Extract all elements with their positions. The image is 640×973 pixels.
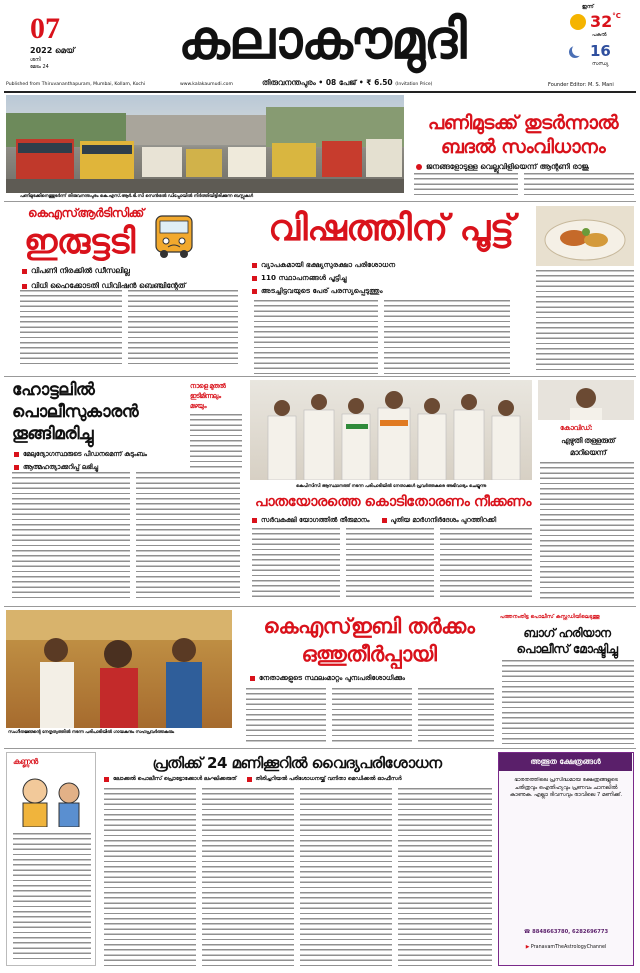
singer-photo bbox=[6, 610, 232, 728]
top-story-headline-1[interactable]: പണിമുടക്ക് തുടർന്നാൽ bbox=[427, 112, 619, 134]
food-body-col3 bbox=[300, 788, 392, 966]
right-brief-headline-1[interactable]: എഴുതി തള്ളരുത് bbox=[561, 436, 615, 445]
ad-channel bbox=[505, 945, 627, 950]
ad-phone bbox=[505, 929, 627, 935]
poison-body-col1 bbox=[254, 300, 378, 374]
poison-bullet-1-text: വ്യാപകമായി ഭക്ഷ്യസുരക്ഷാ പരിശോധന bbox=[261, 260, 396, 269]
kseb-headline-1[interactable]: കെഎസ്ഇബി തർക്കം bbox=[263, 614, 475, 638]
phone-icon: ☎ bbox=[523, 929, 533, 935]
food-side-text bbox=[536, 270, 634, 374]
hotel-headline-2[interactable]: പൊലീസുകാരൻ bbox=[12, 402, 139, 422]
top-story-body-col2 bbox=[524, 173, 634, 197]
ksrtc-body-col2 bbox=[128, 290, 238, 366]
food-headline[interactable]: പ്രതിക്ക് 24 മണിക്കൂറിൽ വൈദ്യപരിശോധന bbox=[152, 754, 442, 772]
founder-editor: Founder Editor: M. S. Mani bbox=[548, 82, 614, 88]
food-bullets bbox=[104, 776, 494, 783]
food-body-col2 bbox=[202, 788, 294, 966]
kanan-box bbox=[6, 752, 96, 966]
temp-high-label: പകൽ bbox=[592, 32, 607, 38]
ad-title: അത്ഭുത ക്ഷേത്രങ്ങൾ bbox=[530, 757, 601, 766]
invitation-price: (Invitation Price) bbox=[395, 82, 433, 87]
ksrtc-bullet-2-text: വിധി ഹൈക്കോടതി ഡിവിഷൻ ബെഞ്ചിന്റേത് bbox=[31, 281, 186, 290]
section-rule-4 bbox=[4, 748, 636, 749]
bag-headline-1[interactable]: ബാഗ് ഹരിയാന bbox=[523, 626, 611, 640]
bus-depot-photo bbox=[6, 95, 404, 193]
date-line3: മേടം 24 bbox=[30, 64, 49, 70]
top-story-subhead bbox=[416, 162, 636, 172]
hotel-bullet-1 bbox=[14, 450, 184, 459]
right-brief-kicker: കോവിഡ്: bbox=[560, 424, 593, 432]
masthead bbox=[0, 0, 640, 92]
top-story-body-col1 bbox=[414, 173, 518, 197]
side-brief-body bbox=[190, 414, 242, 470]
bullet-icon bbox=[252, 263, 257, 268]
website[interactable]: www.kalakaumudi.com bbox=[180, 82, 233, 87]
hotel-bullets bbox=[14, 450, 184, 472]
hotel-headline-3[interactable]: തൂങ്ങിമരിച്ചു bbox=[12, 424, 94, 444]
top-story-headline-2[interactable]: ബദൽ സംവിധാനം bbox=[440, 136, 606, 158]
poison-bullet-3 bbox=[252, 286, 522, 296]
ksrtc-bullets bbox=[22, 266, 222, 291]
bus-depot-illustration bbox=[6, 95, 404, 193]
food-body-col4 bbox=[398, 788, 492, 966]
date-day: 07 bbox=[30, 12, 60, 45]
edition-text: തിരുവനന്തപുരം • 08 പേജ് • ₹ 6.50 bbox=[262, 78, 393, 87]
kseb-body-col1 bbox=[246, 688, 326, 744]
ksrtc-bullet-1 bbox=[22, 266, 222, 276]
poison-headline[interactable]: വിഷത്തിന് പൂട്ട് bbox=[268, 208, 514, 249]
bus-cartoon-svg bbox=[150, 212, 198, 264]
hotel-bullet-1-text: മേലുദ്യോഗസ്ഥരുടെ പീഡനമെന്ന് കുടുംബം bbox=[23, 450, 147, 458]
temp-high-unit: °C bbox=[612, 12, 621, 20]
play-icon: ▶ bbox=[525, 945, 531, 950]
poison-bullet-2-text: 110 സ്ഥാപനങ്ങൾ പൂട്ടിച്ചു bbox=[261, 273, 347, 282]
side-brief-headline-1[interactable]: ഇടിമിന്നലും bbox=[190, 392, 221, 400]
right-brief-image bbox=[538, 380, 634, 420]
date-line: 2022 മെയ് bbox=[30, 46, 75, 55]
sun-icon bbox=[570, 14, 586, 30]
bullet-icon bbox=[247, 777, 252, 782]
date-line2: ശനി bbox=[30, 57, 41, 63]
weather-panel bbox=[560, 4, 630, 84]
flags-bullet-2-text: പുതിയ മാർഗനിർദേശം പുറത്തിറക്കി bbox=[390, 516, 497, 524]
right-brief-illustration bbox=[538, 380, 634, 420]
food-bullet-1-text: ലോക്കൽ പൊലീസ് പ്രൊട്ടോക്കോൾ ലംഘിക്കരുത് bbox=[113, 776, 237, 782]
flags-body-col1 bbox=[252, 528, 340, 600]
flags-bullets bbox=[252, 516, 534, 525]
right-brief-headline-2[interactable]: മാറിയെന്ന് bbox=[570, 448, 606, 457]
kseb-body-col2 bbox=[332, 688, 412, 744]
flags-bullet-1 bbox=[252, 516, 370, 525]
temp-low-label: സന്ധ്യ bbox=[592, 61, 609, 67]
kseb-bullet-text: നേതാക്കളുടെ സ്ഥലംമാറ്റം പുനഃപരിശോധിക്കും bbox=[259, 674, 405, 682]
publisher-line: Published from Thiruvananthapuram, Mumbai, Kollam, Kochi bbox=[6, 82, 146, 87]
section-rule-3 bbox=[4, 606, 636, 607]
bullet-icon bbox=[416, 164, 422, 170]
kanan-text bbox=[13, 833, 91, 961]
side-brief-kicker: നാളെ മുതൽ bbox=[190, 382, 226, 390]
kseb-bullet bbox=[250, 674, 490, 683]
bag-body bbox=[502, 660, 634, 744]
hotel-body-col2 bbox=[136, 472, 240, 600]
poison-body-col2 bbox=[384, 300, 510, 374]
moon-icon bbox=[572, 44, 584, 56]
flags-bullet-1-text: സർവകക്ഷി യോഗത്തിൽ തീരുമാനം bbox=[261, 516, 370, 524]
bullet-icon bbox=[252, 518, 257, 523]
bullet-icon bbox=[14, 465, 19, 470]
ksrtc-headline[interactable]: ഇരുട്ടടി bbox=[24, 222, 135, 262]
bus-cartoon-icon bbox=[150, 212, 198, 264]
ksrtc-body-col1 bbox=[20, 290, 122, 366]
flags-headline[interactable]: പാതയോരത്തെ കൊടിതോരണം നീക്കണം bbox=[255, 494, 531, 510]
singer-photo-caption: സംഗീതജ്ഞന്റെ നേതൃത്വത്തിൽ നടന്ന പരിപാടിയിൽ ഗായകനും സഹപ്രവർത്തകരും bbox=[8, 730, 175, 735]
congress-crowd-illustration bbox=[250, 380, 532, 480]
food-bullet-1 bbox=[104, 776, 237, 783]
bullet-icon bbox=[382, 518, 387, 523]
hotel-body-col1 bbox=[12, 472, 130, 600]
edition-line bbox=[262, 78, 432, 88]
bullet-icon bbox=[252, 289, 257, 294]
kseb-headline-2[interactable]: ഒത്തുതീർപ്പായി bbox=[301, 642, 437, 666]
food-photo bbox=[536, 206, 634, 266]
congress-photo bbox=[250, 380, 532, 480]
food-bullet-2 bbox=[247, 776, 402, 783]
food-body-col1 bbox=[104, 788, 196, 966]
bag-headline-2[interactable]: പൊലീസ് മോഷ്ടിച്ചു bbox=[516, 642, 618, 656]
flags-body-col3 bbox=[440, 528, 532, 600]
bus-photo-caption: പണിമുടക്കിനെത്തുടർന്ന് തിരുവനന്തപുരം കെ.എസ്.ആർ.ടി.സി സെൻട്രൽ ഡിപ്പോയിൽ നിർത്തിയിട്ടിരിക്കുന്ന ബസ്സുകൾ bbox=[20, 194, 253, 199]
section-rule-1 bbox=[4, 201, 636, 202]
poison-bullet-2 bbox=[252, 273, 522, 283]
top-story-subhead-text: ജനങ്ങളോടുള്ള വെല്ലുവിളിയെന്ന് ആന്റണി രാജു bbox=[426, 162, 589, 171]
bullet-icon bbox=[252, 276, 257, 281]
ad-channel-text: PranavamTheAstrologyChannel bbox=[530, 945, 607, 950]
kanan-label: കണ്ണൻ bbox=[13, 757, 38, 766]
weather-label: ഇന്ന് bbox=[582, 4, 594, 10]
temp-high-value: 32 bbox=[590, 12, 613, 31]
poison-bullets bbox=[252, 260, 522, 296]
kanan-cartoon bbox=[13, 771, 89, 827]
bullet-icon bbox=[104, 777, 109, 782]
food-bullet-2-text: തിരിച്ചറിയൽ പരിശോധനയ്ക്ക് വനിതാ മെഡിക്കൽ ഓഫീസർ bbox=[255, 776, 402, 782]
ad-body: ഭാരതത്തിലെ പ്രസിദ്ധമായ ക്ഷേത്രങ്ങളുടെ ചരിത്രവും ഐതിഹ്യവും പ്രണവം ചാനലിൽ കാണുക. എല്ലാ ദിവസവും രാവിലെ 7 മണിക്ക്. bbox=[509, 777, 623, 799]
section-rule-2 bbox=[4, 376, 636, 377]
flags-bullet-2 bbox=[382, 516, 497, 525]
side-brief-headline-2[interactable]: മഴയും bbox=[190, 402, 207, 410]
poison-bullet-1 bbox=[252, 260, 522, 270]
bag-kicker: പത്തനംതിട്ട പൊലീസ് കസ്റ്റഡിയിലെടുത്തു bbox=[500, 614, 600, 620]
flags-body-col2 bbox=[346, 528, 434, 600]
ad-phone-text: 8848663780, 6282696773 bbox=[532, 929, 609, 935]
temp-low: 16 bbox=[590, 42, 611, 60]
bullet-icon bbox=[250, 676, 255, 681]
temp-high bbox=[590, 12, 621, 31]
poison-bullet-3-text: അടച്ചിട്ടവയുടെ പേര് പരസ്യപ്പെടുത്തും bbox=[261, 286, 383, 295]
newspaper-logo[interactable]: കലാകൗമുദി bbox=[178, 8, 466, 71]
ksrtc-kicker: കെഎസ്ആർടിസിക്ക് bbox=[28, 206, 144, 220]
kseb-body-col3 bbox=[418, 688, 494, 744]
right-brief-body bbox=[540, 462, 634, 600]
singer-illustration bbox=[6, 610, 232, 728]
hotel-bullet-2-text: ആത്മഹത്യാക്കുറിപ്പ് ലഭിച്ചു bbox=[23, 463, 98, 471]
advertisement[interactable] bbox=[498, 752, 634, 966]
masthead-rule bbox=[4, 91, 636, 93]
hotel-headline-1[interactable]: ഹോട്ടലിൽ bbox=[12, 380, 95, 400]
bullet-icon bbox=[22, 284, 27, 289]
ksrtc-bullet-1-text: വിപണി നിരക്കിൽ ഡീസലില്ല bbox=[31, 266, 130, 275]
congress-photo-caption: കെപിസിസി ആസ്ഥാനത്ത് നടന്ന പരിപാടിയിൽ നേതാക്കൾ പ്രവർത്തകരെ അഭിവാദ്യം ചെയ്യുന്നു bbox=[295, 484, 487, 489]
food-illustration bbox=[536, 206, 634, 266]
bullet-icon bbox=[14, 452, 19, 457]
hotel-bullet-2 bbox=[14, 463, 184, 472]
bullet-icon bbox=[22, 269, 27, 274]
